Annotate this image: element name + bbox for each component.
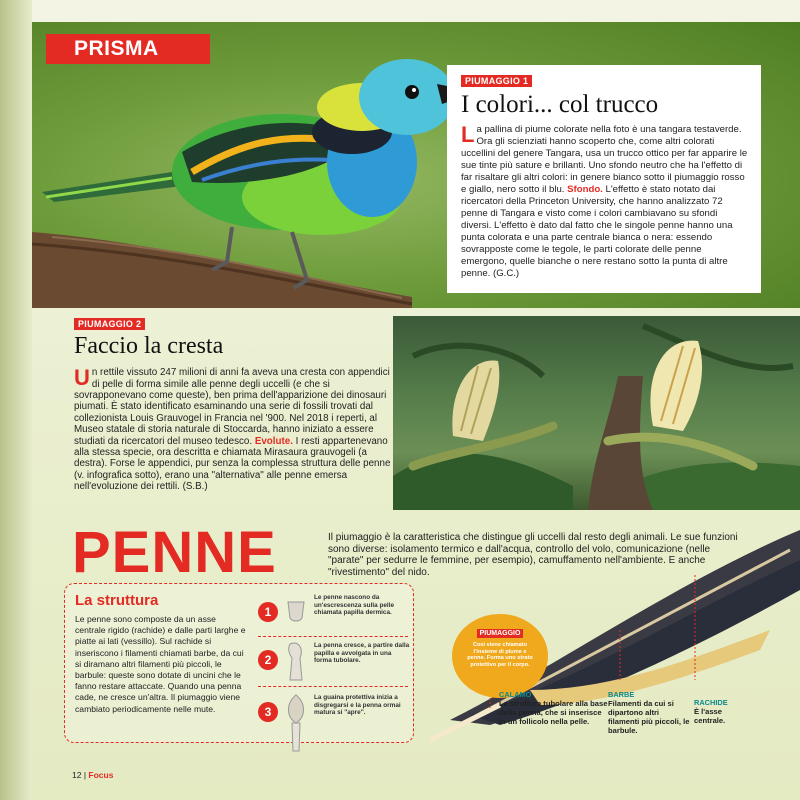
label-calamo-name: CALAMO — [499, 690, 532, 699]
label-calamo-text: La struttura tubolare alla base della penna, che si inserisce in un follicolo nella pelle. — [499, 699, 608, 726]
penne-intro: Il piumaggio è la caratteristica che distingue gli uccelli dal resto degli animali. Le sue funzioni sono diverse: isolamento termico e dall'acqua, controllo del volo, comunicazione (nelle "parate" per sedurre le femmine, per esempio), camuffamento nell'ambiente. E anche "rivestimento" del nido. — [328, 532, 738, 578]
label-barbe-text: Filamenti da cui si dipartono altri filamenti più piccoli, le barbule. — [608, 699, 690, 735]
article2-para2: I resti appartenevano alla stessa specie, ora descritta e chiamata Mirasaura grauvogeli (a destra). Forse le appendici, pur senza la complessa struttura delle penne (v. infografica sotto), erano una "alternativa" alle penne emersa nell'evoluzione dei rettili. (S.B.) — [74, 435, 391, 493]
article1-dropcap: L — [461, 122, 475, 148]
article1-subhead: Sfondo. — [567, 184, 603, 196]
structure-text: Le penne sono composte da un asse centrale rigido (rachide) e dalle parti larghe e piatte ai lati (vessillo). Sul rachide si inseriscono i filamenti chiamati barbe, da cui si diramano altri filamenti più piccoli, le barbule: queste sono dotate di uncini che le fanno restare attaccate. Quando una penna cade, ne cresce un'altra. Il piumaggio viene cambiato periodicamente nelle mute. — [75, 614, 246, 714]
article1-para2: L'effetto è stato notato dai ricercatori della Princeton University, che hanno analizzato 72 penne di Tangara e visto come i colori cambiavano su sfondi diversi. L'effetto è dato dal fatto che le singole penne hanno una punta colorata e una parte centrale bianca o nera: essendo sovrapposte come le tegole, le parti colorate delle penne emergono, quelle bianche o nere restano sotto la punta di altre penne. (G.C.) — [461, 184, 733, 280]
step-2-number: 2 — [258, 650, 278, 670]
growing-feather-icon — [284, 640, 308, 684]
article1-para1: a pallina di piume colorate nella foto è una tangara testaverde. Ora gli scienziati hanno scoperto che, come altri colorati uccellini del genere Tangara, usa un trucco ottico per far apparire le sue tinte più sature e brillanti. Uno sfondo neutro che ha l'effetto di far risaltare gli altri colori: in genere bianco sotto il piumaggio rosso e giallo, nero sotto il blu. — [461, 124, 748, 196]
article2 — [74, 314, 394, 493]
footer-brand: Focus — [88, 770, 114, 780]
article2-dropcap: U — [74, 365, 90, 391]
article2-title: Faccio la cresta — [74, 333, 224, 359]
article2-subhead: Evolute. — [254, 435, 293, 447]
structure-title: La struttura — [75, 592, 159, 609]
label-rachide-text: È l'asse centrale. — [694, 707, 726, 725]
article2-para1: n rettile vissuto 247 milioni di anni fa aveva una cresta con appendici di pelle di forma simile alle penne degli uccelli (e che si sovrapponevano come queste), ben prima dell'apparizione dei dinosauri piumati. È stato identificato esaminando una serie di fossili trovati dal collezionista Louis Grauvogel in Francia nel '900. Nel 2018 i reperti, al Museo statale di storia naturale di Stoccarda, hanno iniziato a essere studiati da ricercatori del museo tedesco. — [74, 367, 390, 447]
label-barbe-name: BARBE — [608, 690, 635, 699]
article1-kicker: PIUMAGGIO 1 — [461, 75, 532, 87]
step-3-number: 3 — [258, 702, 278, 722]
step-divider — [258, 686, 408, 687]
piumaggio-badge — [452, 614, 548, 698]
label-rachide-name: RACHIDE — [694, 698, 728, 707]
reptile-illustration — [393, 316, 800, 510]
article1-box — [447, 65, 761, 293]
step-2-text: La penna cresce, a partire dalla papilla e avvolgata in una forma tubolare. — [314, 642, 410, 665]
step-1-number: 1 — [258, 602, 278, 622]
step-3 — [258, 692, 408, 736]
article2-kicker: PIUMAGGIO 2 — [74, 318, 145, 330]
badge-kicker: PIUMAGGIO — [477, 629, 524, 638]
section-banner: PRISMA — [46, 34, 210, 64]
badge-text: Così viene chiamato l'insieme di piume e penne. Forma uno strato protettivo per il corpo. — [467, 642, 533, 668]
step-divider — [258, 636, 408, 637]
footer-separator: | — [81, 770, 89, 780]
page-edge — [0, 0, 32, 800]
step-3-text: La guaina protettiva inizia a disgregarsi e la penna ormai matura si "apre". — [314, 694, 401, 717]
article2-body — [74, 367, 394, 492]
penne-title: PENNE — [72, 520, 277, 585]
article1-title: I colori... col trucco — [461, 91, 659, 118]
papilla-icon — [284, 592, 308, 636]
label-barbe — [608, 690, 692, 735]
mature-feather-icon — [284, 692, 308, 754]
article1-body — [461, 124, 749, 280]
page-footer — [72, 770, 113, 780]
step-1 — [258, 592, 408, 636]
step-1-text: Le penne nascono da un'escrescenza sulla pelle chiamata papilla dermica. — [314, 594, 395, 617]
label-calamo — [499, 690, 609, 726]
page-number: 12 — [72, 770, 82, 780]
label-rachide — [694, 698, 744, 725]
step-2 — [258, 640, 408, 684]
